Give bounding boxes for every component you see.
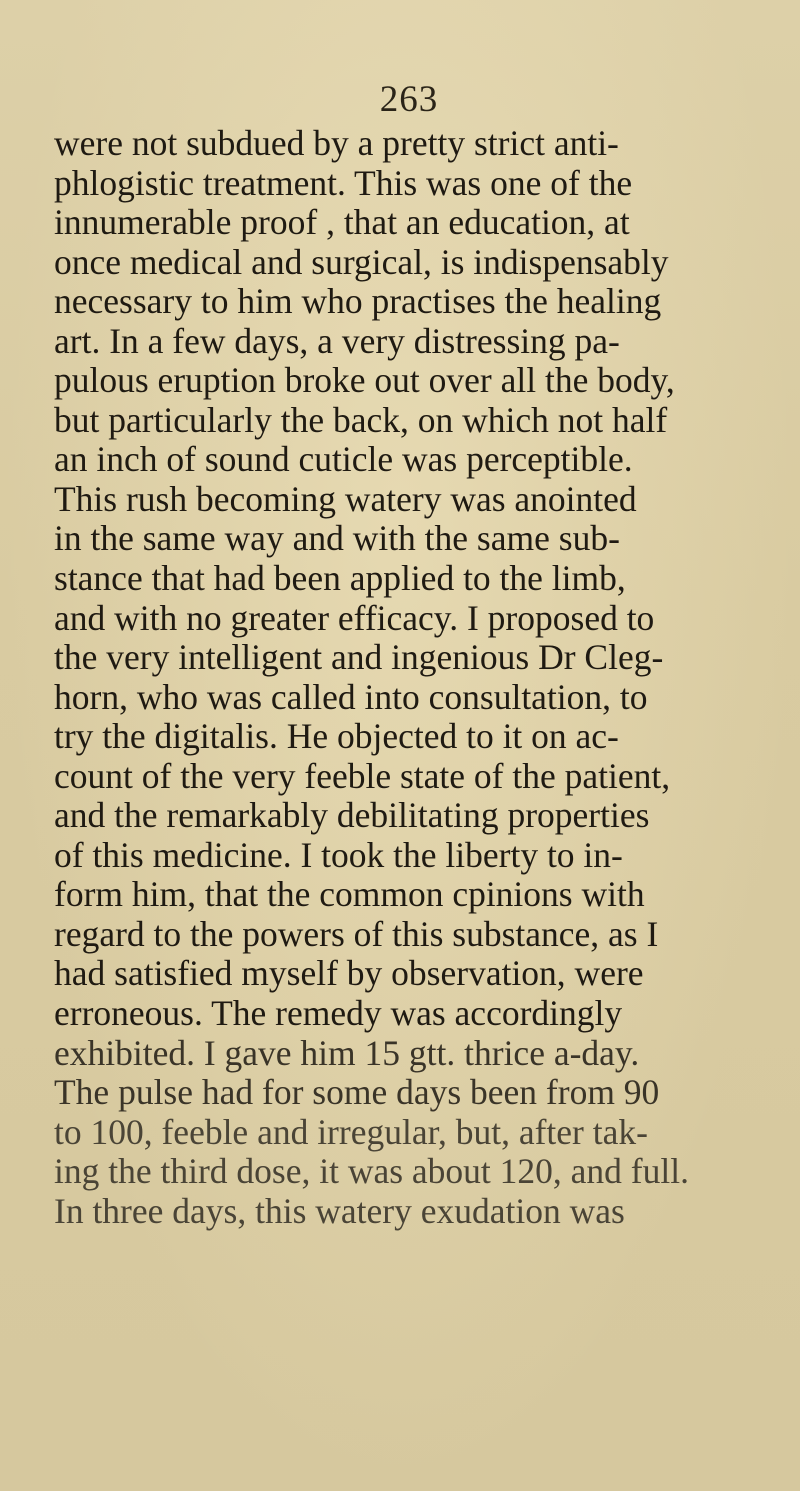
body-text [54,124,774,1231]
text-line: This rush becoming watery was anointed [54,478,637,519]
text-line: an inch of sound cuticle was perceptible. [54,439,633,480]
text-line: necessary to him who practises the healing [54,281,662,322]
text-line: try the digitalis. He objected to it on ac- [54,716,619,757]
text-line: art. In a few days, a very distressing pa- [54,320,620,361]
text-line: of this medicine. I took the liberty to in- [54,834,623,875]
text-line: In three days, this watery exudation was [54,1190,625,1231]
text-line: form him, that the common cpinions with [54,874,645,915]
text-line: were not subdued by a pretty strict anti- [54,123,619,163]
text-line: phlogistic treatment. This was one of the [54,162,633,203]
page-number: 263 [379,79,439,120]
text-line: the very intelligent and ingenious Dr Cleg- [54,637,664,678]
text-line: ing the third dose, it was about 120, and full. [54,1151,689,1192]
text-line: exhibited. I gave him 15 gtt. thrice a-day. [54,1032,640,1073]
text-line: The pulse had for some days been from 90 [54,1072,660,1113]
text-line: once medical and surgical, is indispensably [54,241,669,282]
text-line: had satisfied myself by observation, were [54,953,644,994]
text-line: in the same way and with the same sub- [54,518,620,559]
text-line: pulous eruption broke out over all the body, [54,360,675,401]
text-line: count of the very feeble state of the patient, [54,755,671,796]
text-line: regard to the powers of this substance, as I [54,913,659,954]
text-line: erroneous. The remedy was accordingly [54,993,623,1034]
text-line: innumerable proof , that an education, at [54,202,630,243]
text-line: and with no greater efficacy. I proposed to [54,597,655,638]
text-line: to 100, feeble and irregular, but, after tak- [54,1111,648,1152]
text-line: stance that had been applied to the limb, [54,558,626,599]
text-line: but particularly the back, on which not half [54,399,668,440]
text-line: and the remarkably debilitating properties [54,795,650,836]
text-line: horn, who was called into consultation, to [54,676,648,717]
